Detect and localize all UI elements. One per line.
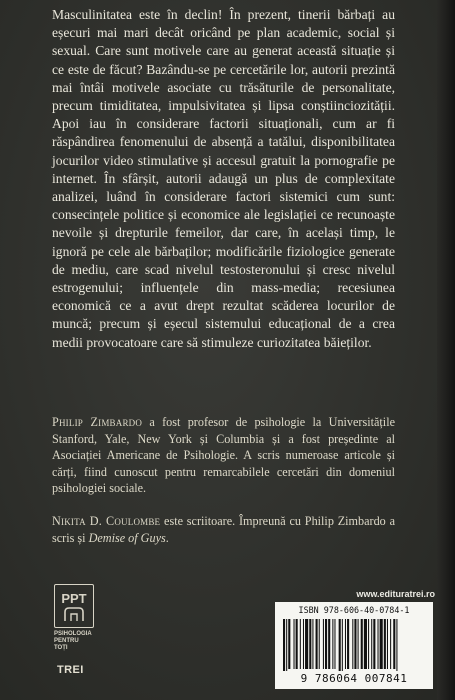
series-line-3: TOȚI (54, 645, 68, 651)
barcode-bars (283, 619, 425, 671)
series-line-1: PSIHOLOGIA (54, 631, 92, 637)
author-bio-coulombe-end: . (165, 530, 169, 545)
author-name-zimbardo: Philip Zimbardo (52, 415, 143, 429)
series-line-2: PENTRU (54, 638, 79, 644)
ppt-logo-box (54, 584, 94, 628)
blurb-text: Masculinitatea este în declin! În prezent, tinerii bărbați au eșecuri mai mari decât oricând pe plan academic, social și sexual. Care sunt motivele care au generat această situație și ce este de făcut? Bazându-se pe cercetările lor, autorii prezintă mai întâi motivele asociate cu trăsăturile de personalitate, precum timiditatea, impulsivitatea și lipsa conștiinciozității. Apoi iau în considerare factorii situaționali, cum ar fi răspândirea fenomenului de absență a tatălui, disponibilitatea jocurilor video stimulative și accesul gratuit la pornografie pe internet. În sfârșit, autorii adaugă un plus de complexitate analizei, luând în considerare factori sistemici cum sunt: consecințele politice și economice ale legislației ce recunoaște nevoile și drepturile femeilor, dar care, în același timp, le ignoră pe cele ale bărbaților; modificările fiziologice generate de mediu, care scad nivelul testosteronului și cresc nivelul estrogenului; influențele din mass-media; recesiunea economică ce a avut drept rezultat scăderea locurilor de muncă; precum și eșecul sistemului educațional de a crea medii provocatoare care să stimuleze curiozitatea băieților. (52, 7, 395, 350)
publisher-name: TREI (57, 664, 84, 676)
barcode-digits: 9 786064 007841 (300, 672, 408, 685)
ppt-logo-letters: PPT (61, 591, 87, 606)
author-name-coulombe: Nikita D. Coulombe (52, 514, 161, 528)
author-bio-coulombe (52, 513, 395, 546)
author-bio-zimbardo-text: a fost profesor de psihologie la Universitățile Stanford, Yale, New York și Columbia și a fost președinte al Asociației Americane de Psihologie. A scris numeroase articole și cărți, fiind cunoscut pentru remarcabilele cercetări din domeniul psihologiei sociale. (52, 415, 395, 496)
barcode-panel (275, 602, 433, 689)
barcode-area (251, 589, 435, 689)
isbn-label: ISBN 978-606-40-0784-1 (298, 605, 410, 615)
book-title-demise-of-guys: Demise of Guys (88, 530, 166, 545)
book-spine-edge (437, 0, 455, 700)
publisher-logo (54, 584, 100, 688)
ppt-logo-mark (58, 588, 90, 624)
author-bio-coulombe-text: este scriitoare. Împreună cu Philip Zimbardo a scris și (52, 514, 395, 545)
series-name (54, 631, 100, 652)
author-bio-zimbardo (52, 414, 395, 497)
publisher-website: www.edituratrei.ro (356, 589, 435, 599)
